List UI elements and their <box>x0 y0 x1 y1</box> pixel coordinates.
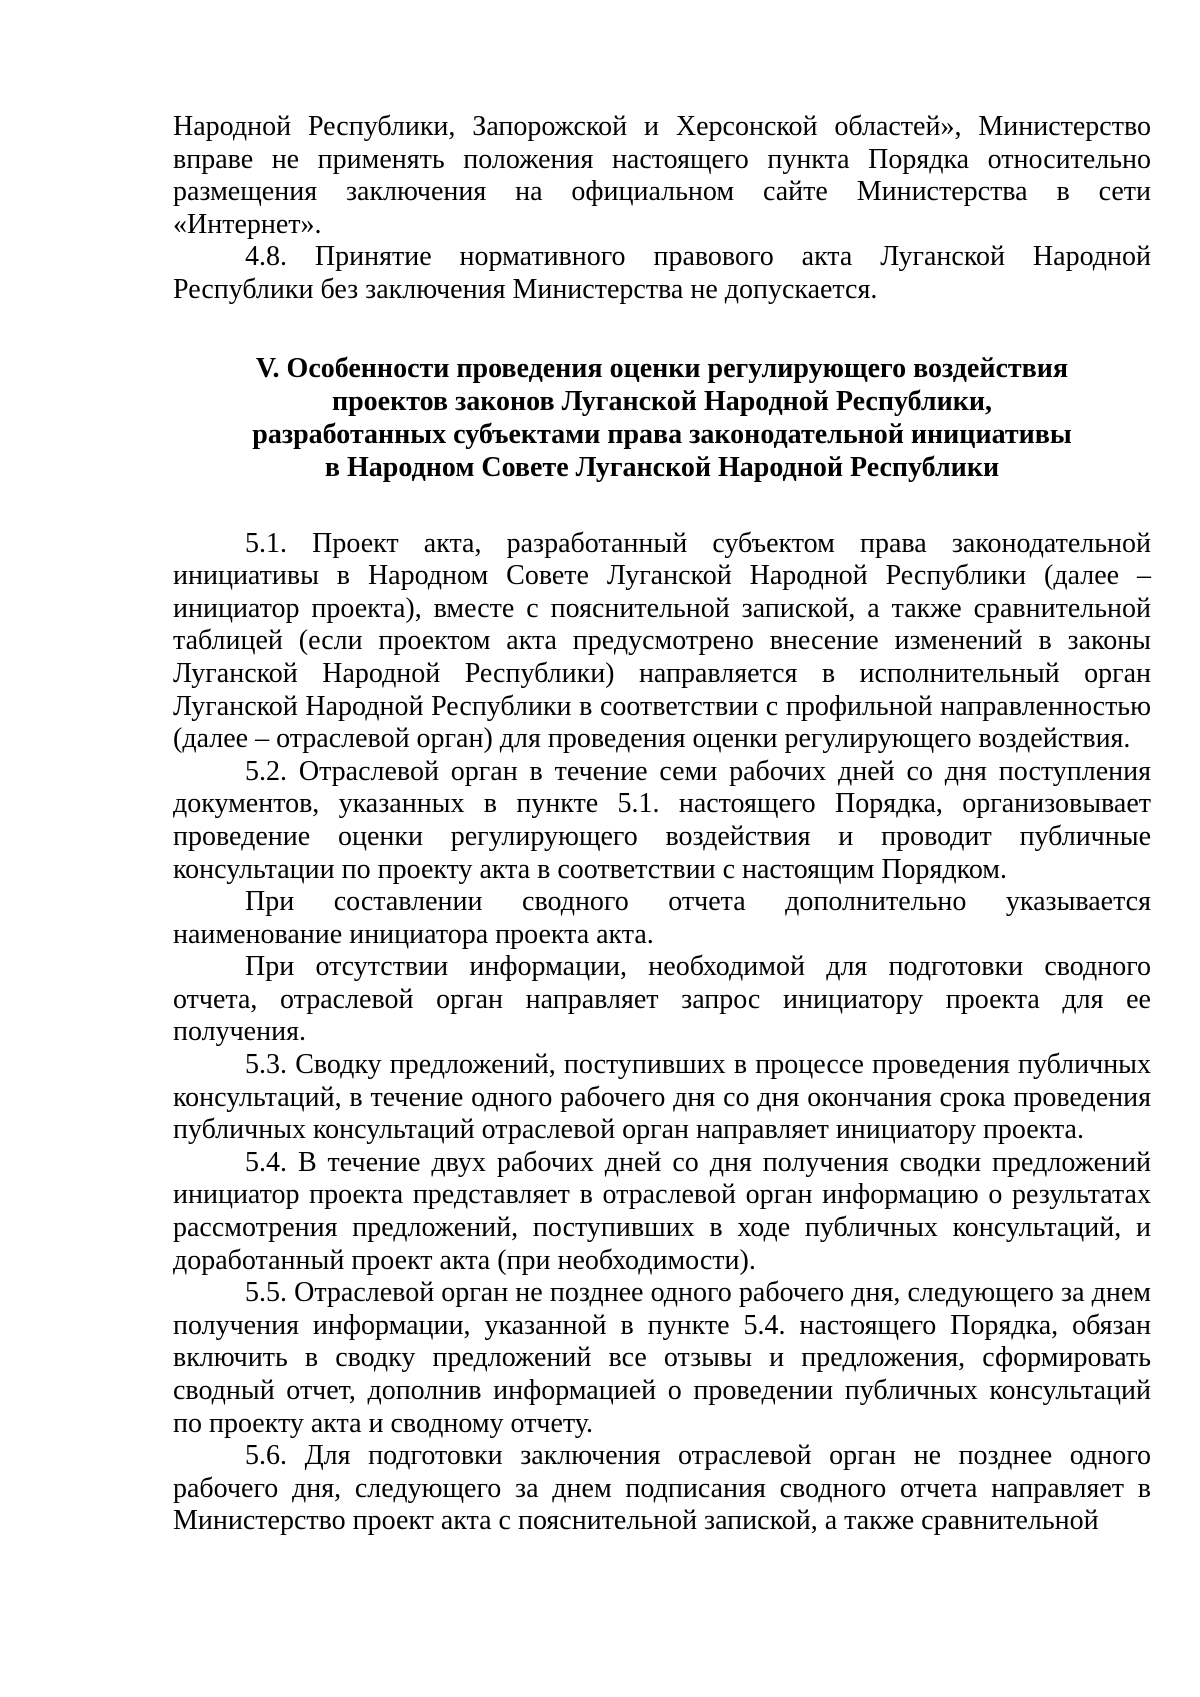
section-heading-line: V. Особенности проведения оценки регулирующего воздействия <box>255 352 1069 384</box>
document-page <box>173 111 1151 1538</box>
paragraph-5-2: 5.2. Отраслевой орган в течение семи рабочих дней со дня поступления документов, указанных в пункте 5.1. настоящего Порядка, организовывает проведение оценки регулирующего воздействия и проводит публичные консультации по проекту акта в соответствии с настоящим Порядком. <box>173 755 1151 885</box>
paragraph-5-4: 5.4. В течение двух рабочих дней со дня получения сводки предложений инициатор проекта представляет в отраслевой орган информацию о результатах рассмотрения предложений, поступивших в ходе публичных консультаций, и доработанный проект акта (при необходимости). <box>173 1146 1151 1276</box>
paragraph-5-1: 5.1. Проект акта, разработанный субъектом права законодательной инициативы в Народном Совете Луганской Народной Республики (далее – инициатор проекта), вместе с пояснительной запиской, а также сравнительной таблицей (если проектом акта предусмотрено внесение изменений в законы Луганской Народной Республики) направляется в исполнительный орган Луганской Народной Республики в соответствии с профильной направленностью (далее – отраслевой орган) для проведения оценки регулирующего воздействия. <box>173 527 1151 755</box>
section-heading-line: разработанных субъектами права законодательной инициативы <box>252 418 1072 450</box>
paragraph-4-8: 4.8. Принятие нормативного правового акта Луганской Народной Республики без заключения Министерства не допускается. <box>173 241 1151 305</box>
paragraph-5-6: 5.6. Для подготовки заключения отраслевой орган не позднее одного рабочего дня, следующего за днем подписания сводного отчета направляет в Министерство проект акта с пояснительной запиской, а также сравнительной <box>173 1440 1151 1537</box>
paragraph-5-2-request: При отсутствии информации, необходимой для подготовки сводного отчета, отраслевой орган направляет запрос инициатору проекта для ее получения. <box>173 951 1151 1048</box>
paragraph-continuation: Народной Республики, Запорожской и Херсонской областей», Министерство вправе не применять положения настоящего пункта Порядка относительно размещения заключения на официальном сайте Министерства в сети «Интернет». <box>173 111 1151 240</box>
paragraph-5-5: 5.5. Отраслевой орган не позднее одного рабочего дня, следующего за днем получения информации, указанной в пункте 5.4. настоящего Порядка, обязан включить в сводку предложений все отзывы и предложения, сформировать сводный отчет, дополнив информацией о проведении публичных консультаций по проекту акта и сводному отчету. <box>173 1277 1151 1439</box>
section-heading <box>173 352 1151 484</box>
section-heading-line: проектов законов Луганской Народной Республики, <box>331 385 993 417</box>
paragraph-5-2-report: При составлении сводного отчета дополнительно указывается наименование инициатора проекта акта. <box>173 886 1151 950</box>
section-heading-line: в Народном Совете Луганской Народной Республики <box>324 451 1000 483</box>
paragraph-5-3: 5.3. Сводку предложений, поступивших в процессе проведения публичных консультаций, в течение одного рабочего дня со дня окончания срока проведения публичных консультаций отраслевой орган направляет инициатору проекта. <box>173 1049 1151 1146</box>
